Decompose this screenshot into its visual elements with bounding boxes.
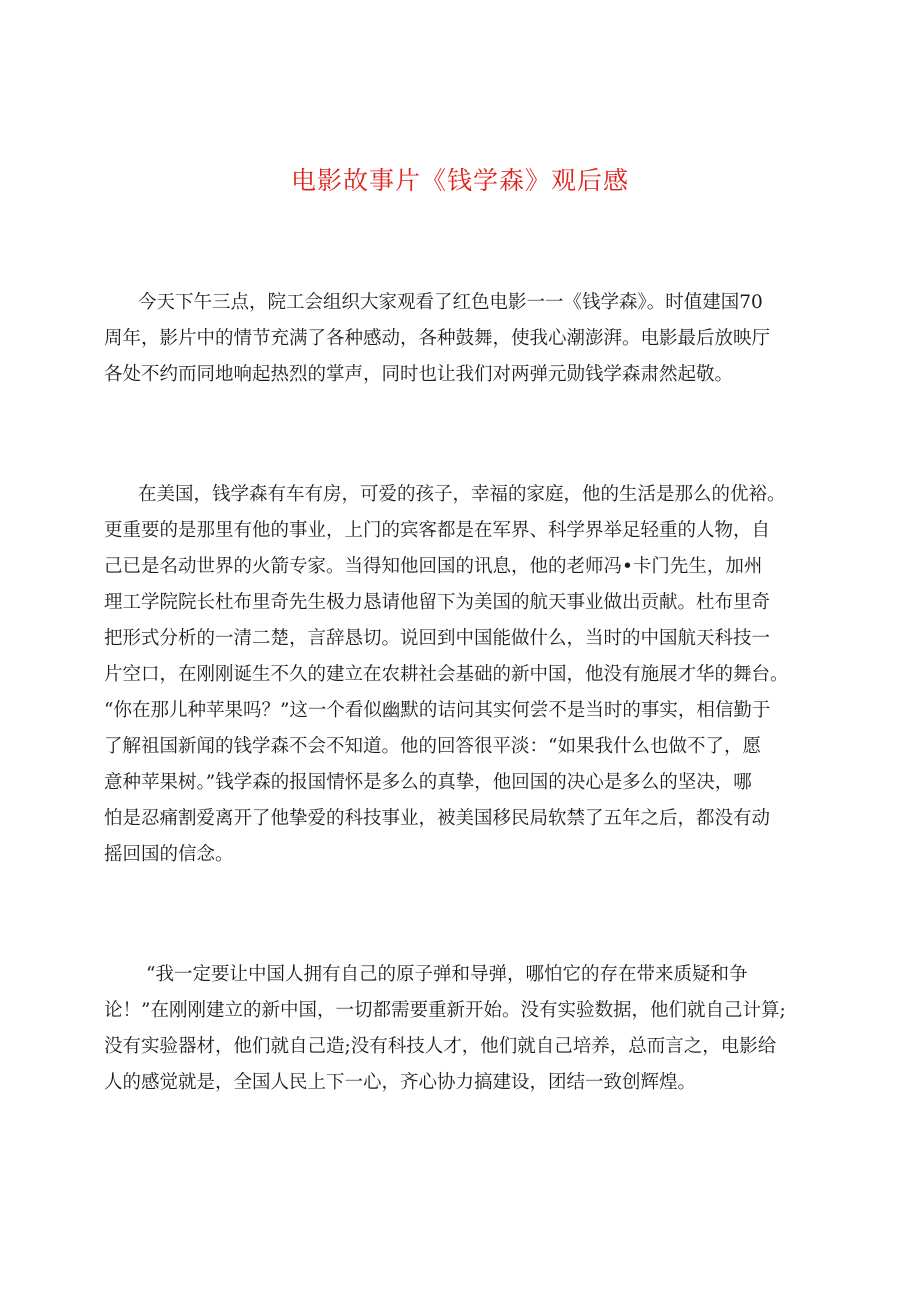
paragraph-line: 理工学院院长杜布里奇先生极力恳请他留下为美国的航天事业做出贡献。杜布里奇	[104, 592, 771, 613]
paragraph-line: 在美国，钱学森有车有房，可爱的孩子，幸福的家庭，他的生活是那么的优裕。	[138, 484, 786, 505]
paragraph-line: 各处不约而同地响起热烈的掌声，同时也让我们对两弹元勋钱学森肃然起敬。	[104, 364, 734, 385]
paragraph-line: “你在那儿种苹果吗？”这一个看似幽默的诘问其实何尝不是当时的事实，相信勤于	[104, 700, 771, 721]
paragraph-line: 把形式分析的一清二楚，言辞恳切。说回到中国能做什么，当时的中国航天科技一	[104, 628, 771, 649]
paragraph-line: 没有实验器材，他们就自己造;没有科技人才，他们就自己培养，总而言之，电影给	[104, 1036, 777, 1057]
paragraph-line: 意种苹果树。”钱学森的报国情怀是多么的真挚，他回国的决心是多么的坚决，哪	[104, 772, 752, 793]
paragraph-line: 摇回国的信念。	[104, 844, 234, 865]
paragraph-line: 了解祖国新闻的钱学森不会不知道。他的回答很平淡：“如果我什么也做不了，愿	[104, 736, 761, 757]
paragraph-line: 今天下午三点，院工会组织大家观看了红色电影一一《钱学森》。时值建国70	[138, 292, 763, 313]
paragraph-line: 片空口，在刚刚诞生不久的建立在农耕社会基础的新中国，他没有施展才华的舞台。	[104, 664, 789, 685]
paragraph-line: 怕是忍痛割爱离开了他挚爱的科技事业，被美国移民局软禁了五年之后，都没有动	[104, 808, 771, 829]
paragraph-line: 人的感觉就是，全国人民上下一心，齐心协力搞建设，团结一致创辉煌。	[104, 1072, 697, 1093]
paragraph-line: 周年，影片中的情节充满了各种感动，各种鼓舞，使我心潮澎湃。电影最后放映厅	[104, 328, 771, 349]
page-title: 电影故事片《钱学森》观后感	[290, 166, 629, 195]
paragraph-line: 更重要的是那里有他的事业，上门的宾客都是在军界、科学界举足轻重的人物，自	[104, 520, 771, 541]
paragraph-line: 己已是名动世界的火箭专家。当得知他回国的讯息，他的老师冯•卡门先生，加州	[104, 556, 763, 577]
paragraph-line: 论！”在刚刚建立的新中国，一切都需要重新开始。没有实验数据，他们就自己计算;	[104, 1000, 786, 1021]
paragraph-line: “我一定要让中国人拥有自己的原子弹和导弹，哪怕它的存在带来质疑和争	[146, 964, 748, 985]
